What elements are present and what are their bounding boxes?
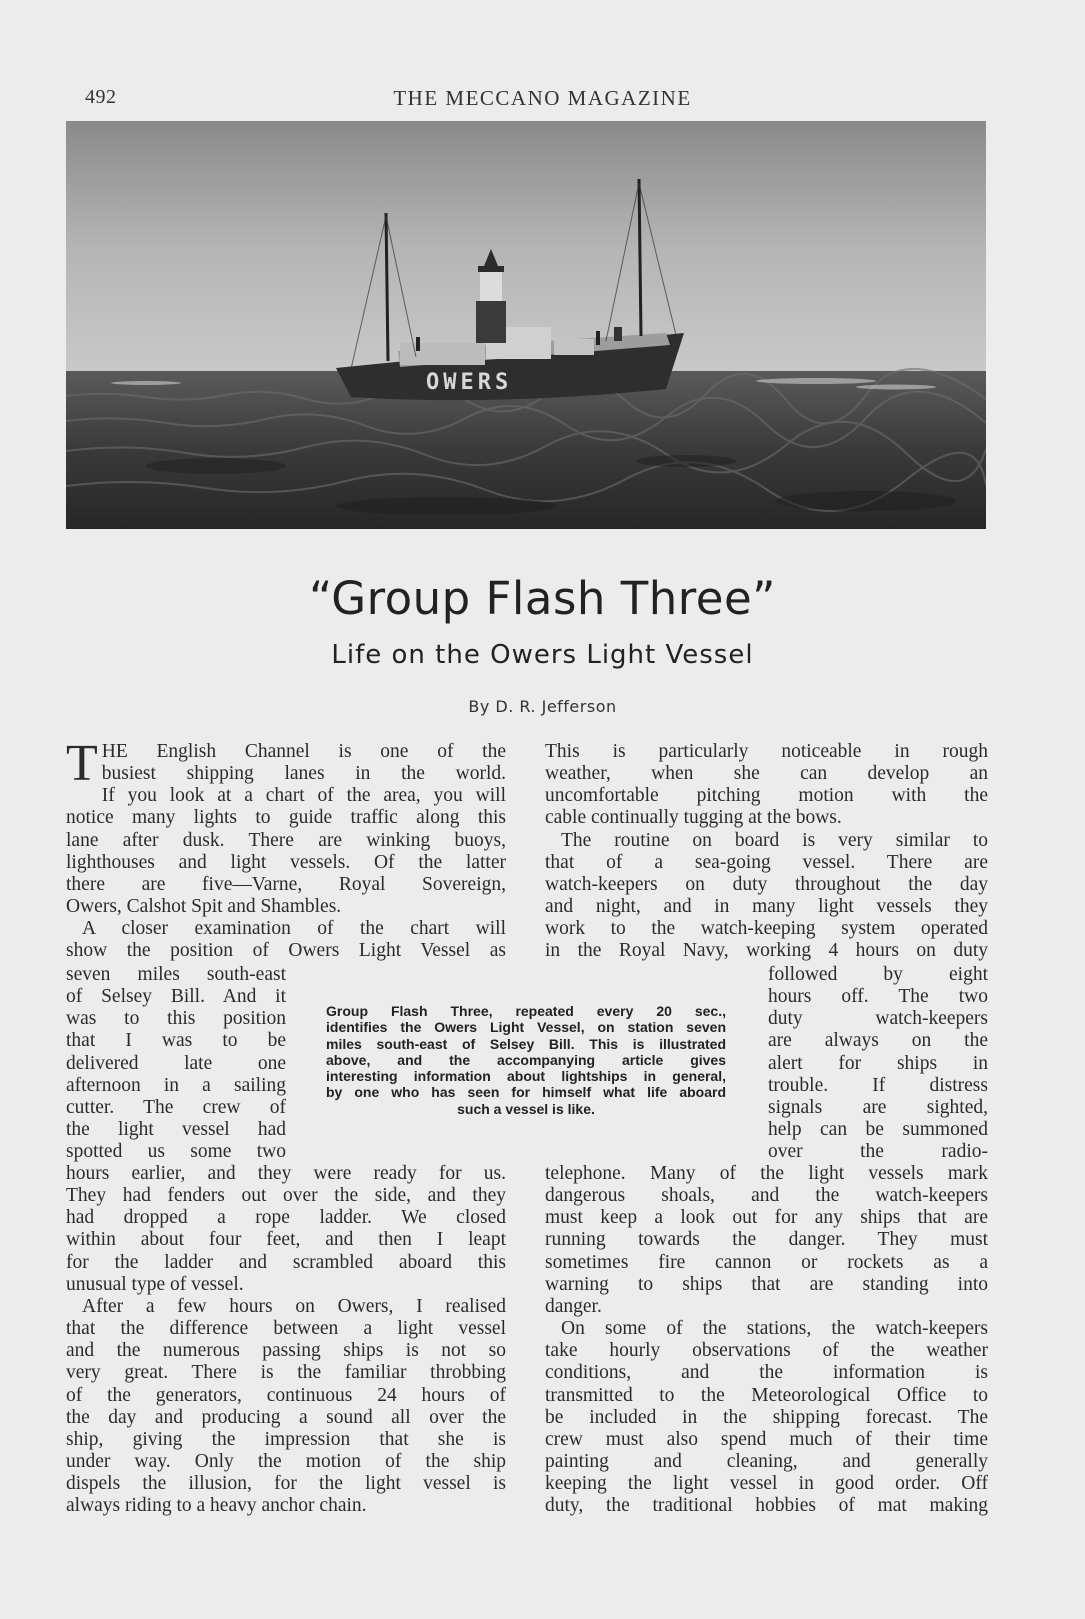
text-line: seven miles south-east — [66, 964, 286, 985]
text-line: always riding to a heavy anchor chain. — [66, 1495, 367, 1517]
caption-line: above, and the accompanying article gives — [326, 1051, 726, 1068]
text-line: notice many lights to guide traffic along this — [66, 807, 506, 829]
text-line: under way. Only the motion of the ship — [66, 1451, 506, 1473]
text-line: dispels the illusion, for the light vessel is — [66, 1473, 506, 1495]
text-line: dangerous shoals, and the watch-keepers — [545, 1185, 988, 1207]
text-line: must keep a look out for any ships that are — [545, 1207, 988, 1229]
running-head: THE MECCANO MAGAZINE — [393, 86, 692, 110]
text-line: uncomfortable pitching motion with the — [545, 785, 988, 807]
text-line: trouble. If distress — [768, 1074, 988, 1096]
text-line: A closer examination of the chart will — [82, 918, 506, 940]
left-column-top — [66, 735, 506, 963]
photo-caption — [326, 1003, 726, 1117]
right-column-narrow — [768, 964, 988, 1163]
text-line: lighthouses and light vessels. Of the latter — [66, 851, 506, 873]
text-line: of Selsey Bill. And it — [66, 986, 286, 1008]
right-column-top — [545, 741, 988, 963]
text-line: weather, when she can develop an — [545, 763, 988, 785]
text-line: transmitted to the Meteorological Office to — [545, 1384, 988, 1406]
left-column-bottom — [66, 1163, 506, 1518]
text-line: After a few hours on Owers, I realised — [82, 1295, 506, 1317]
text-line: there are five—Varne, Royal Sovereign, — [66, 873, 506, 895]
text-line: was to this position — [66, 1008, 286, 1030]
text-line: delivered late one — [66, 1052, 286, 1074]
text-line: afternoon in a sailing — [66, 1074, 286, 1096]
text-line: over the radio- — [768, 1141, 988, 1163]
ship-name-label: OWERS — [426, 370, 513, 395]
text-line: cable continually tugging at the bows. — [545, 807, 842, 829]
caption-line: by one who has seen for himself what life aboard — [326, 1084, 726, 1101]
text-line: If you look at a chart of the area, you will — [101, 785, 506, 807]
text-line: hours earlier, and they were ready for us. — [66, 1163, 506, 1184]
text-line: sometimes fire cannon or rockets as a — [545, 1251, 988, 1273]
text-line: crew must also spend much of their time — [545, 1428, 988, 1450]
article-title: “Group Flash Three” — [309, 572, 776, 625]
text-line: The routine on board is very similar to — [561, 829, 988, 851]
text-line: duty, the traditional hobbies of mat making — [545, 1495, 988, 1517]
text-line: show the position of Owers Light Vessel as — [66, 940, 506, 962]
text-line: signals are sighted, — [768, 1096, 988, 1118]
text-line: and the numerous passing ships is not so — [66, 1340, 506, 1362]
text-line: unusual type of vessel. — [66, 1273, 244, 1295]
article-subtitle: Life on the Owers Light Vessel — [331, 640, 754, 670]
text-line: work to the watch-keeping system operated — [545, 918, 988, 940]
text-line: the light vessel had — [66, 1119, 286, 1141]
text-line: They had fenders out over the side, and they — [66, 1185, 506, 1207]
text-line: cutter. The crew of — [66, 1096, 286, 1118]
text-line: warning to ships that are standing into — [545, 1273, 988, 1295]
text-line: within about four feet, and then I leapt — [66, 1229, 506, 1251]
text-line: danger. — [545, 1295, 602, 1317]
text-line: HE English Channel is one of the — [101, 741, 506, 762]
caption-line: such a vessel is like. — [457, 1100, 595, 1117]
text-line: of the generators, continuous 24 hours of — [66, 1384, 506, 1406]
text-line: On some of the stations, the watch-keepers — [561, 1318, 988, 1340]
text-line: are always on the — [768, 1030, 988, 1052]
text-line: take hourly observations of the weather — [545, 1340, 988, 1362]
text-line: hours off. The two — [768, 986, 988, 1008]
caption-line: interesting information about lightships in general, — [326, 1068, 726, 1085]
caption-line: Group Flash Three, repeated every 20 sec., — [326, 1003, 726, 1019]
article-byline: By D. R. Jefferson — [468, 697, 617, 716]
text-line: painting and cleaning, and generally — [545, 1451, 988, 1473]
text-line: conditions, and the information is — [545, 1362, 988, 1384]
text-line: busiest shipping lanes in the world. — [101, 763, 506, 785]
text-line: that of a sea-going vessel. There are — [545, 851, 988, 873]
text-line: be included in the shipping forecast. The — [545, 1406, 988, 1428]
text-line: This is particularly noticeable in rough — [545, 741, 988, 762]
text-line: very great. There is the familiar throbbing — [66, 1362, 506, 1384]
text-line: and night, and in many light vessels they — [545, 896, 988, 918]
caption-line: identifies the Owers Light Vessel, on station seven — [326, 1019, 726, 1036]
text-line: running towards the danger. They must — [545, 1229, 988, 1251]
text-line: for the ladder and scrambled aboard this — [66, 1251, 506, 1273]
text-line: spotted us some two — [66, 1141, 286, 1163]
text-line: in the Royal Navy, working 4 hours on duty — [545, 940, 988, 962]
text-line: duty watch-keepers — [768, 1008, 988, 1030]
text-line: followed by eight — [768, 964, 988, 985]
text-line: Owers, Calshot Spit and Shambles. — [66, 896, 342, 918]
text-line: lane after dusk. There are winking buoys, — [66, 829, 506, 851]
drop-cap: T — [66, 735, 98, 792]
text-line: ship, giving the impression that she is — [66, 1428, 506, 1450]
caption-line: miles south-east of Selsey Bill. This is illustrated — [326, 1035, 726, 1052]
text-line: had dropped a rope ladder. We closed — [66, 1207, 506, 1229]
text-line: telephone. Many of the light vessels mark — [545, 1163, 988, 1184]
text-line: watch-keepers on duty throughout the day — [545, 873, 988, 895]
lightship-photo — [66, 121, 986, 529]
text-line: keeping the light vessel in good order. Off — [545, 1473, 988, 1495]
right-column-bottom — [545, 1163, 988, 1518]
text-line: that I was to be — [66, 1030, 286, 1052]
text-line: that the difference between a light vessel — [66, 1318, 506, 1340]
left-column-narrow — [66, 964, 286, 1163]
text-line: help can be summoned — [768, 1119, 988, 1141]
text-line: the day and producing a sound all over the — [66, 1406, 506, 1428]
page-number: 492 — [85, 86, 117, 108]
text-line: alert for ships in — [768, 1052, 988, 1074]
